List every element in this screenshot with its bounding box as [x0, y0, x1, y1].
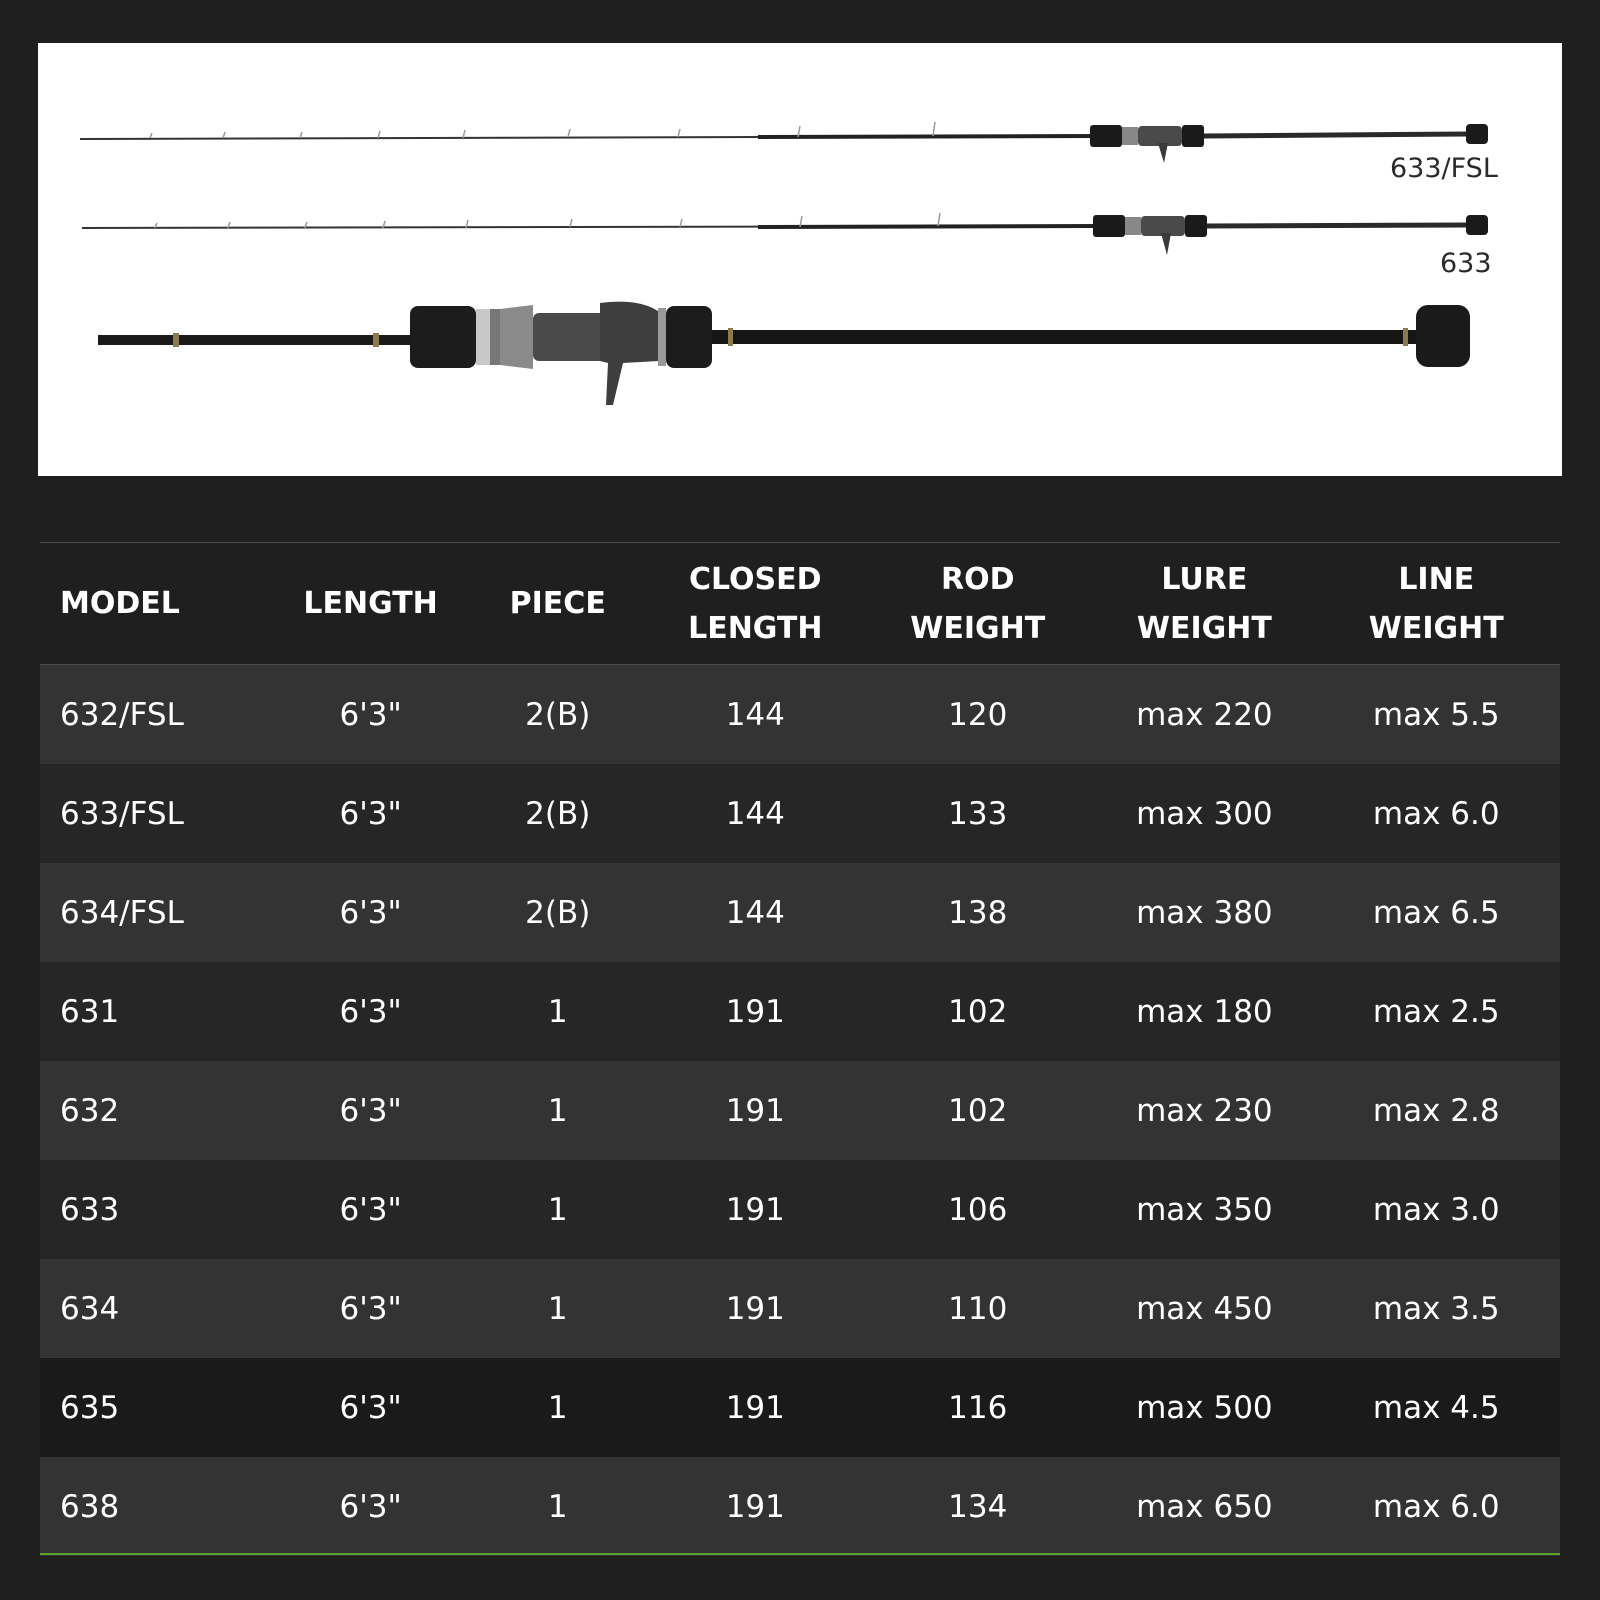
cell-lure-weight: max 650	[1136, 1488, 1273, 1525]
cell-model: 634	[60, 1290, 120, 1327]
cell-rod-weight: 102	[948, 1092, 1008, 1129]
cell-rod-weight: 116	[948, 1389, 1008, 1426]
cell-length: 6'3"	[339, 795, 402, 832]
cell-length: 6'3"	[339, 1389, 402, 1426]
cell-length: 6'3"	[339, 1191, 402, 1228]
cell-closed-length: 144	[725, 696, 785, 733]
cell-lure-weight: max 230	[1136, 1092, 1273, 1129]
cell-line-weight: max 6.0	[1372, 1488, 1500, 1525]
header-lure-weight: LURE WEIGHT	[1136, 561, 1272, 646]
cell-model: 632/FSL	[60, 696, 184, 733]
cell-lure-weight: max 180	[1136, 993, 1273, 1030]
cell-piece: 2(B)	[525, 795, 591, 832]
spec-table	[40, 542, 1560, 1556]
rod-633-fsl-image	[80, 122, 1488, 163]
table-header-row	[40, 543, 1560, 665]
cell-lure-weight: max 380	[1136, 894, 1273, 931]
cell-line-weight: max 3.5	[1372, 1290, 1500, 1327]
cell-lure-weight: max 450	[1136, 1290, 1273, 1327]
cell-rod-weight: 110	[948, 1290, 1008, 1327]
cell-model: 634/FSL	[60, 894, 184, 931]
cell-length: 6'3"	[339, 1290, 402, 1327]
rod-handle-closeup-image	[98, 302, 1470, 405]
header-line-weight: LINE WEIGHT	[1368, 561, 1504, 646]
table-row	[40, 962, 1560, 1061]
cell-lure-weight: max 350	[1136, 1191, 1273, 1228]
cell-piece: 1	[547, 1092, 568, 1129]
cell-line-weight: max 4.5	[1372, 1389, 1500, 1426]
cell-lure-weight: max 220	[1136, 696, 1273, 733]
cell-closed-length: 191	[725, 1389, 785, 1426]
header-rod-weight: ROD WEIGHT	[910, 561, 1046, 646]
cell-rod-weight: 138	[948, 894, 1008, 931]
cell-rod-weight: 106	[948, 1191, 1008, 1228]
table-row	[40, 665, 1560, 765]
cell-model: 638	[60, 1488, 120, 1525]
bottom-accent-rule	[40, 1553, 1560, 1555]
rod-633-image	[82, 213, 1488, 255]
table-row	[40, 1259, 1560, 1358]
cell-line-weight: max 3.0	[1372, 1191, 1500, 1228]
cell-lure-weight: max 300	[1136, 795, 1273, 832]
cell-length: 6'3"	[339, 894, 402, 931]
cell-model: 635	[60, 1389, 120, 1426]
rod-label-633: 633	[1440, 248, 1492, 279]
cell-lure-weight: max 500	[1136, 1389, 1273, 1426]
cell-model: 632	[60, 1092, 120, 1129]
header-length: LENGTH	[303, 586, 438, 621]
cell-length: 6'3"	[339, 993, 402, 1030]
table-row	[40, 1160, 1560, 1259]
cell-line-weight: max 5.5	[1372, 696, 1500, 733]
cell-closed-length: 191	[725, 993, 785, 1030]
cell-length: 6'3"	[339, 696, 402, 733]
header-model: MODEL	[60, 586, 180, 621]
table-row	[40, 863, 1560, 962]
cell-rod-weight: 133	[948, 795, 1008, 832]
cell-closed-length: 144	[725, 894, 785, 931]
table-row	[40, 1061, 1560, 1160]
rod-label-633-fsl: 633/FSL	[1390, 153, 1498, 184]
product-photo-panel	[38, 43, 1562, 476]
cell-piece: 1	[547, 1290, 568, 1327]
cell-closed-length: 191	[725, 1488, 785, 1525]
cell-rod-weight: 120	[948, 696, 1008, 733]
cell-closed-length: 191	[725, 1092, 785, 1129]
cell-closed-length: 144	[725, 795, 785, 832]
cell-piece: 1	[547, 993, 568, 1030]
cell-piece: 1	[547, 1191, 568, 1228]
table-row	[40, 764, 1560, 863]
cell-piece: 1	[547, 1488, 568, 1525]
cell-rod-weight: 134	[948, 1488, 1008, 1525]
table-row	[40, 1358, 1560, 1457]
header-piece: PIECE	[509, 586, 606, 621]
cell-line-weight: max 6.0	[1372, 795, 1500, 832]
cell-line-weight: max 6.5	[1372, 894, 1500, 931]
cell-closed-length: 191	[725, 1191, 785, 1228]
cell-piece: 2(B)	[525, 696, 591, 733]
cell-closed-length: 191	[725, 1290, 785, 1327]
rods-illustration	[38, 43, 1562, 476]
cell-line-weight: max 2.5	[1372, 993, 1500, 1030]
cell-piece: 1	[547, 1389, 568, 1426]
cell-rod-weight: 102	[948, 993, 1008, 1030]
cell-piece: 2(B)	[525, 894, 591, 931]
cell-model: 633/FSL	[60, 795, 184, 832]
cell-model: 633	[60, 1191, 120, 1228]
cell-line-weight: max 2.8	[1372, 1092, 1500, 1129]
table-row	[40, 1457, 1560, 1556]
header-closed-length: CLOSED LENGTH	[688, 561, 823, 646]
cell-model: 631	[60, 993, 120, 1030]
cell-length: 6'3"	[339, 1092, 402, 1129]
cell-length: 6'3"	[339, 1488, 402, 1525]
